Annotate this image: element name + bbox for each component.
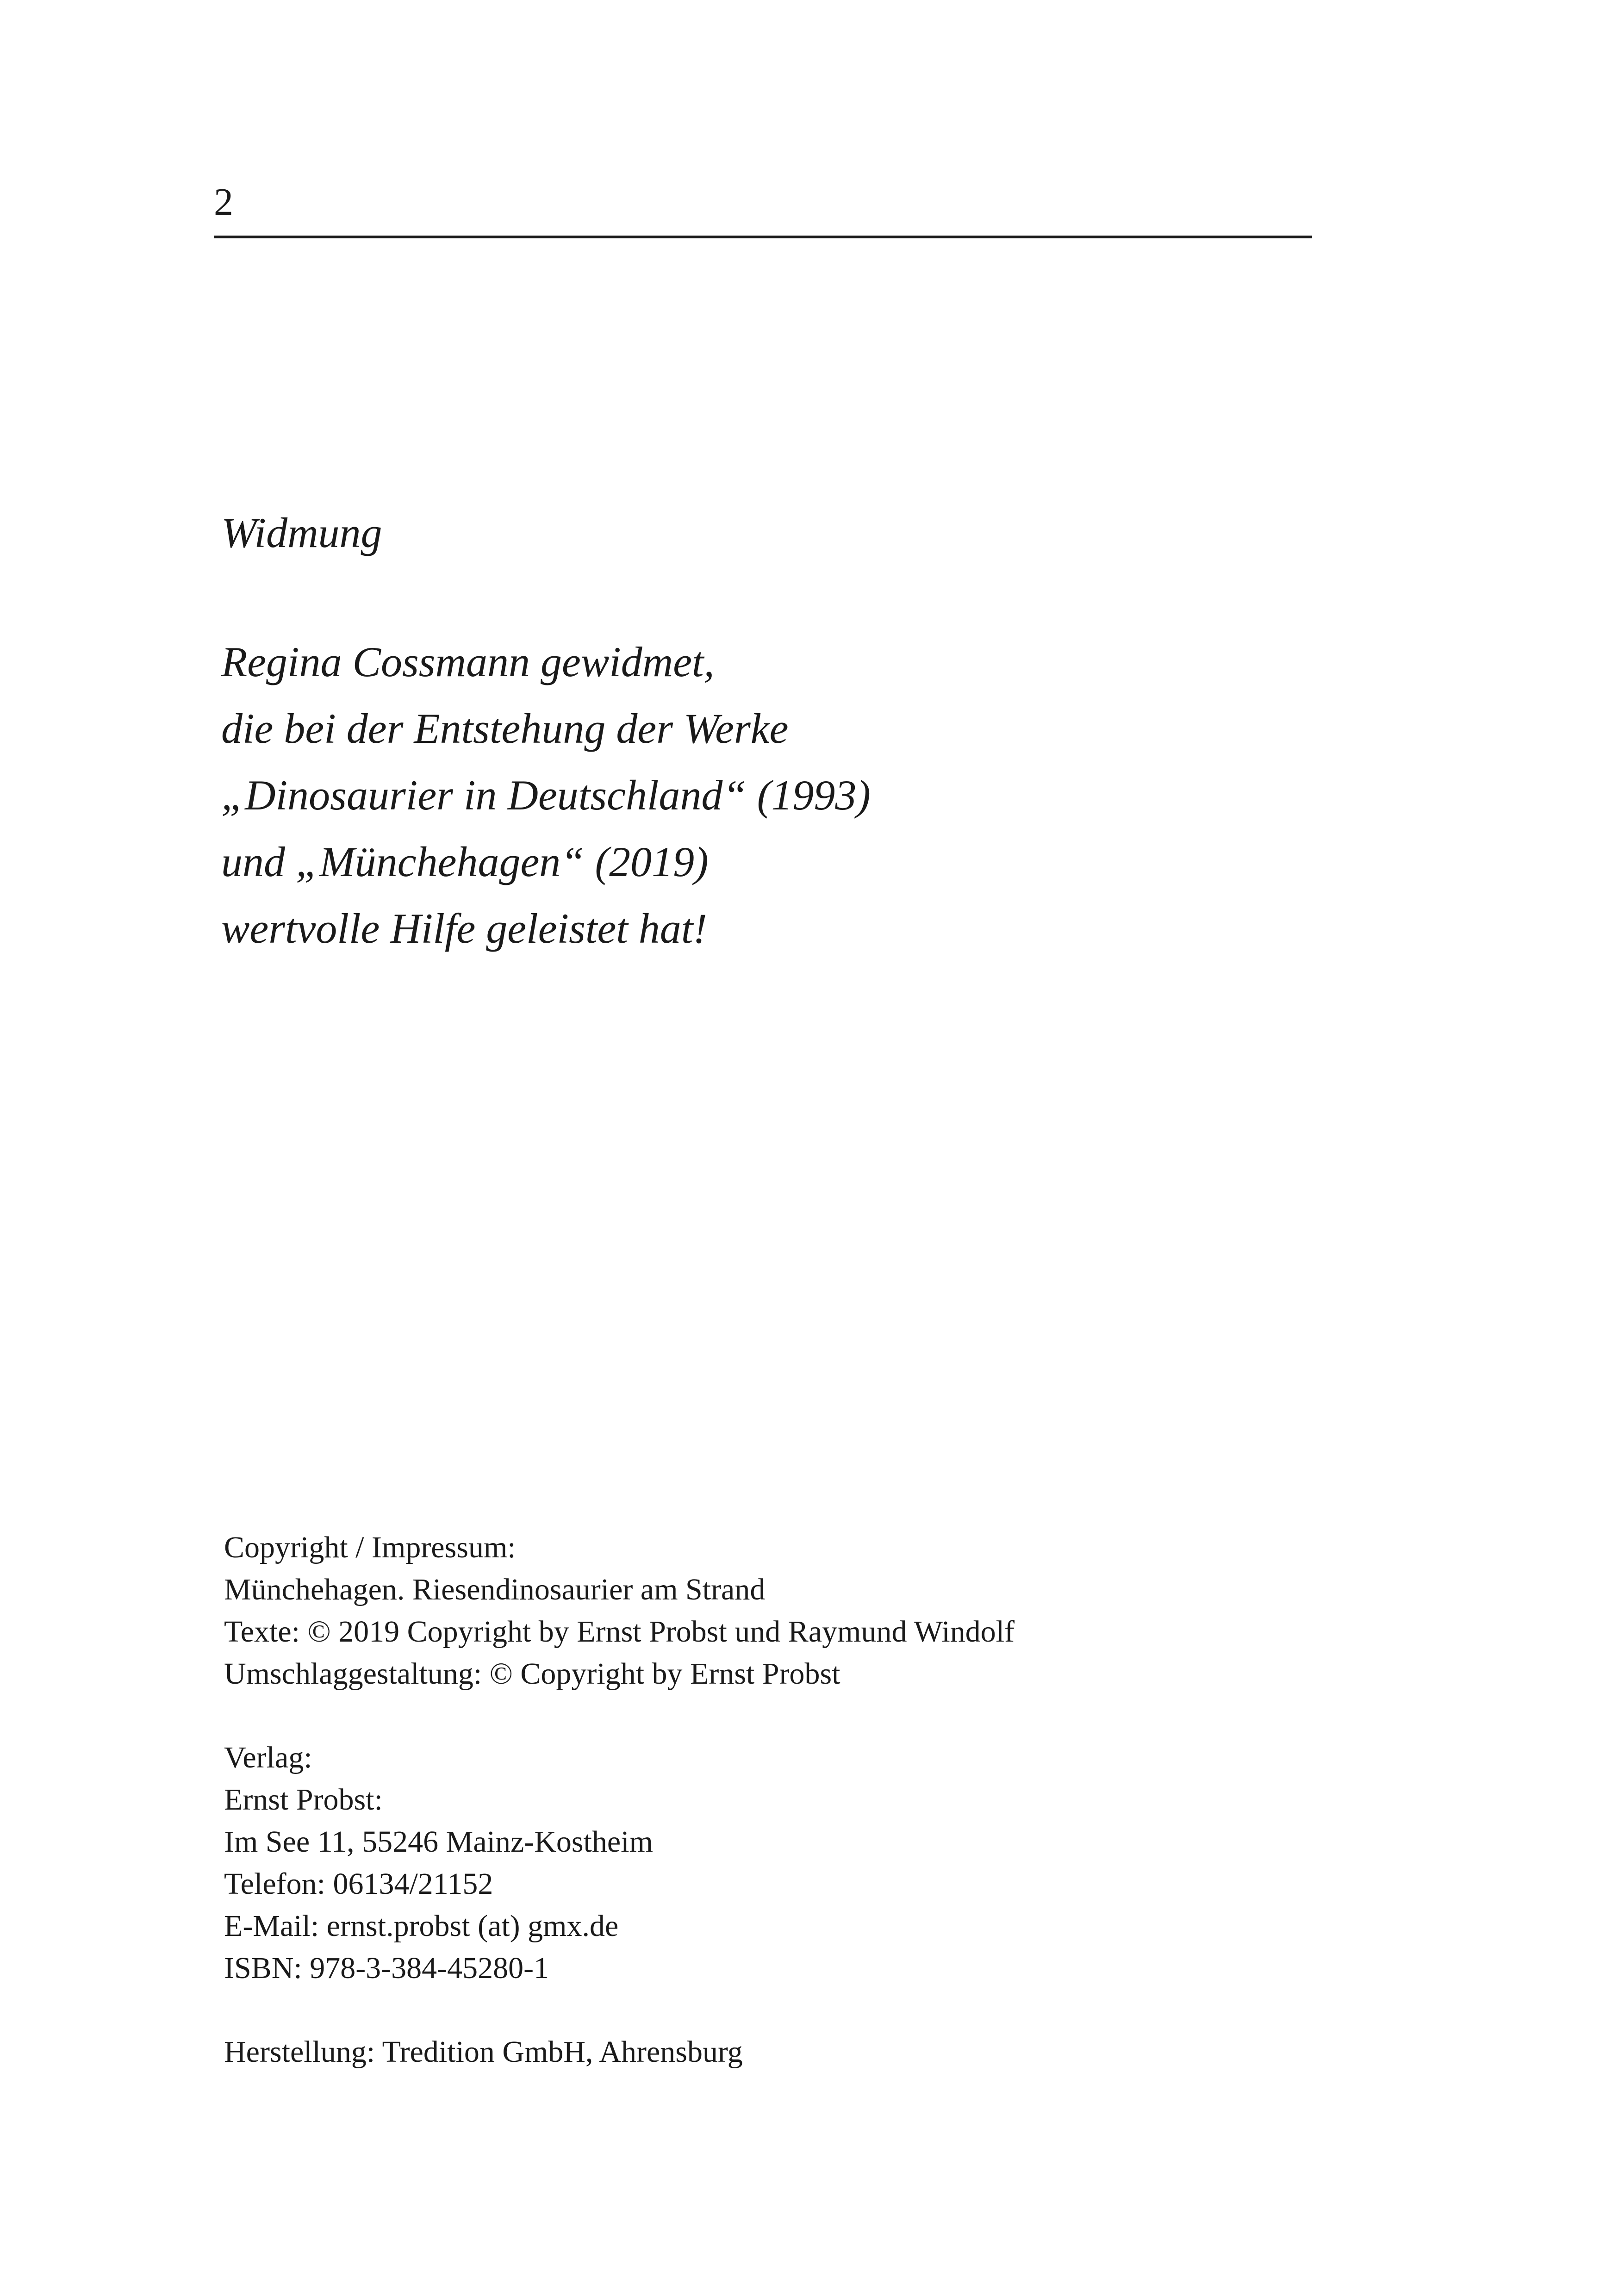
dedication-line: wertvolle Hilfe geleistet hat!: [221, 905, 708, 952]
cover-copyright: Umschlaggestaltung: © Copyright by Ernst Probst: [224, 1657, 840, 1691]
imprint-production: Herstellung: Tredition GmbH, Ahrensburg: [224, 2035, 743, 2069]
dedication-line: und „Münchehagen“ (2019): [221, 838, 709, 885]
dedication-line: die bei der Entstehung der Werke: [221, 705, 789, 752]
text-copyright: Texte: © 2019 Copyright by Ernst Probst und Raymund Windolf: [224, 1615, 1015, 1649]
dedication-line: Regina Cossmann gewidmet,: [221, 638, 715, 685]
imprint-copyright-block: [224, 1526, 1014, 1695]
dedication-heading: Widmung: [221, 509, 382, 556]
imprint-heading: Copyright / Impressum:: [224, 1531, 516, 1564]
book-title: Münchehagen. Riesendinosaurier am Strand: [224, 1573, 765, 1606]
imprint-publisher-block: [224, 1736, 653, 1989]
isbn: ISBN: 978-3-384-45280-1: [224, 1951, 549, 1985]
publisher-phone: Telefon: 06134/21152: [224, 1867, 493, 1901]
page-number: 2: [214, 180, 233, 224]
publisher-email: E-Mail: ernst.probst (at) gmx.de: [224, 1909, 619, 1943]
header-rule: [214, 236, 1312, 238]
dedication-text: [221, 628, 871, 962]
publisher-name: Ernst Probst:: [224, 1783, 383, 1817]
publisher-heading: Verlag:: [224, 1741, 312, 1774]
dedication-line: „Dinosaurier in Deutschland“ (1993): [221, 772, 871, 819]
publisher-address: Im See 11, 55246 Mainz-Kostheim: [224, 1825, 653, 1859]
